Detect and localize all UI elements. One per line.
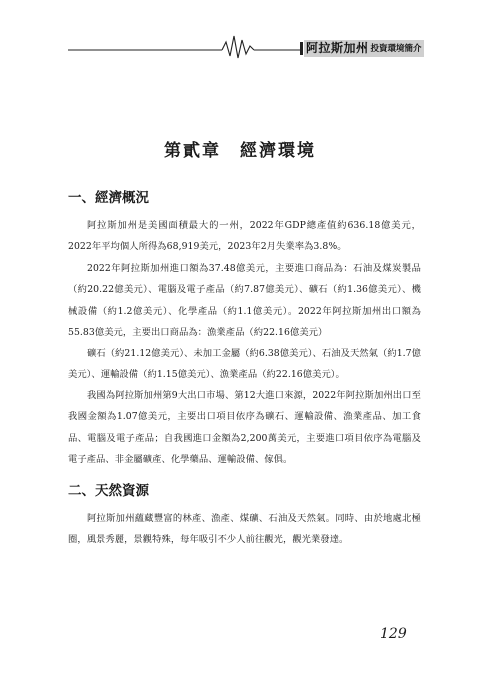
chapter-title: 第貳章 經濟環境 bbox=[164, 141, 316, 162]
paragraph-taiwan-trade: 我國為阿拉斯加州第9大出口市場、第12大進口來源，2022年阿拉斯加州出口至我國金額為1.07億美元，主要出口項目依序為礦石、運輸設備、漁業產品、加工食品、電腦及電子產品；自我國進口金額為2,200萬美元，主要進口項目依序為電腦及電子產品、非金屬礦產、化學藥品、運輸設備、傢俱。 bbox=[68, 390, 421, 465]
running-header bbox=[0, 0, 480, 70]
paragraph-trade-imports-exports: 2022年阿拉斯加州進口額為37.48億美元，主要進口商品為：石油及煤炭製品（約20.22億美元）、電腦及電子產品（約7.87億美元）、礦石（約1.36億美元）、機械設備（約1.2億美元）、化學產品（約1.1億美元）。2022年阿拉斯加州出口額為55.83億美元，主要出口商品為：漁業產品（約22.16億美元） bbox=[68, 263, 421, 338]
heartbeat-line-icon bbox=[0, 0, 480, 70]
paragraph-natural-resources: 阿拉斯加州蘊藏豐富的林產、漁產、煤礦、石油及天然氣。同時、由於地處北極圈，風景秀麗，景觀特殊，每年吸引不少人前往觀光，觀光業發達。 bbox=[68, 513, 421, 546]
paragraph-economy-overview: 阿拉斯加州是美國面積最大的一州，2022年GDP總產值約636.18億美元，2022年平均個人所得為68,919美元，2023年2月失業率為3.8%。 bbox=[68, 220, 421, 253]
header-title-main: 阿拉斯加州 bbox=[306, 41, 369, 55]
header-title-sub: 投資環境簡介 bbox=[370, 43, 422, 54]
paragraph-export-items: 礦石（約21.12億美元）、未加工金屬（約6.38億美元）、石油及天然氣（約1.7億美元）、運輸設備（約1.15億美元）、漁業產品（約22.16億美元）。 bbox=[68, 348, 421, 381]
section-heading-economy: 一、經濟概況 bbox=[68, 190, 149, 206]
page-number: 129 bbox=[380, 626, 407, 642]
header-title bbox=[306, 40, 422, 55]
section-heading-natural-resources: 二、天然資源 bbox=[68, 483, 149, 499]
